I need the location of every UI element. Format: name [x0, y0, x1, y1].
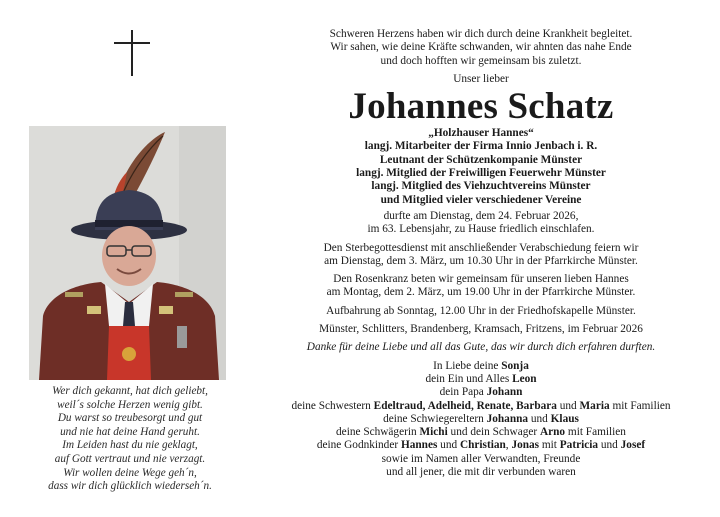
- intro-line: Wir sahen, wie deine Kräfte schwanden, wir ahnten das nahe Ende: [330, 41, 632, 54]
- mourner-line: [252, 360, 710, 373]
- thanks-line: Danke für deine Liebe und all das Gute, das wir durch dich erfahren durften.: [306, 341, 656, 354]
- intro-line: und doch hofften wir gemeinsam bis zuletzt.: [380, 54, 582, 67]
- portrait-photo: [29, 126, 226, 380]
- poem: [18, 385, 242, 494]
- mourner-text: und: [556, 399, 580, 412]
- obituary-text: [252, 28, 710, 479]
- funeral-line: am Dienstag, dem 3. März, um 10.30 Uhr in der Pfarrkirche Münster.: [324, 254, 638, 267]
- mourner-line: [252, 400, 710, 413]
- mourner-line: [252, 413, 710, 426]
- role-line: Leutnant der Schützenkompanie Münster: [379, 153, 583, 166]
- mourner-name: Hannes: [400, 439, 438, 452]
- intro-line: Schweren Herzens haben wir dich durch deine Krankheit begleitet.: [329, 28, 633, 40]
- mourner-name: Sonja: [501, 359, 529, 372]
- mourner-name: Leon: [512, 372, 537, 385]
- mourner-name: Patricia: [559, 439, 599, 452]
- portrait-illustration: [29, 126, 226, 380]
- obituary-card: [4, 4, 716, 509]
- laying-out-line: Aufbahrung ab Sonntag, 12.00 Uhr in der Friedhofskapelle Münster.: [326, 304, 636, 317]
- mourner-name: Klaus: [550, 412, 579, 425]
- funeral-line: Den Sterbegottesdienst mit anschließender Verabschiedung feiern wir: [323, 241, 639, 254]
- role-line: langj. Mitarbeiter der Firma Innio Jenbach i. R.: [364, 140, 598, 153]
- mourner-text: mit Familien: [609, 399, 671, 412]
- mourner-text: ,: [505, 439, 512, 452]
- mourner-text: deine Godnkinder: [316, 439, 401, 452]
- poem-line: Du warst so treubesorgt und gut: [57, 412, 203, 425]
- mourner-text: und: [437, 439, 460, 452]
- mourner-text: mit: [539, 439, 560, 452]
- mourner-text: und: [598, 439, 621, 452]
- mourner-text: deine Schwiegereltern: [383, 412, 487, 425]
- poem-line: Im Leiden hast du nie geklagt,: [62, 439, 198, 452]
- rosary-line: Den Rosenkranz beten wir gemeinsam für unseren lieben Hannes: [333, 273, 629, 286]
- mourner-name: Maria: [579, 399, 610, 412]
- death-line: im 63. Lebensjahr, zu Hause friedlich einschlafen.: [367, 223, 595, 236]
- mourner-name: Josef: [620, 439, 646, 452]
- mourner-line: [252, 386, 710, 399]
- role-line: langj. Mitglied der Freiwilligen Feuerwehr Münster: [356, 167, 606, 180]
- mourner-text: deine Schwägerin: [336, 426, 420, 439]
- poem-line: auf Gott vertraut und nie verzagt.: [54, 452, 206, 465]
- role-line: und Mitglied vieler verschiedener Vereine: [380, 193, 582, 206]
- mourner-text: dein Ein und Alles: [425, 372, 513, 385]
- mourner-name: Michi: [419, 426, 448, 439]
- mourner-name: Christian: [459, 439, 506, 452]
- poem-line: weil´s solche Herzen wenig gibt.: [57, 398, 203, 411]
- mourner-text: deine Schwestern: [291, 399, 374, 412]
- mourner-line: [252, 426, 710, 439]
- mourner-line: sowie im Namen aller Verwandten, Freunde: [381, 452, 581, 465]
- mourner-name: Jonas: [511, 439, 540, 452]
- cross-icon: [114, 30, 150, 76]
- mourner-name: Johann: [486, 386, 523, 399]
- mourner-text: und dein Schwager: [447, 426, 540, 439]
- deceased-name: Johannes Schatz: [348, 86, 614, 128]
- poem-line: Wir wollen deine Wege geh´n,: [63, 466, 197, 479]
- mourner-text: und: [528, 412, 551, 425]
- death-line: durfte am Dienstag, dem 24. Februar 2026,: [383, 209, 579, 222]
- unser-lieber: Unser lieber: [453, 72, 509, 85]
- rosary-line: am Montag, dem 2. März, um 19.00 Uhr in der Pfarrkirche Münster.: [326, 286, 636, 299]
- places-date-line: Münster, Schlitters, Brandenberg, Kramsach, Fritzens, im Februar 2026: [319, 323, 643, 336]
- mourner-line: [252, 439, 710, 452]
- mourner-name: Edeltraud, Adelheid, Renate, Barbara: [373, 399, 557, 412]
- role-line: langj. Mitglied des Viehzuchtvereins Münster: [371, 180, 591, 193]
- poem-line: und nie hat deine Hand geruht.: [60, 425, 200, 438]
- poem-line: Wer dich gekannt, hat dich geliebt,: [52, 385, 208, 397]
- poem-line: dass wir dich glücklich wiederseh´n.: [48, 480, 212, 493]
- mourner-line: [252, 373, 710, 386]
- mourner-text: In Liebe deine: [433, 359, 502, 372]
- mourner-name: Arno: [539, 426, 566, 439]
- mourner-text: mit Familien: [565, 426, 626, 439]
- mourner-text: dein Papa: [439, 386, 487, 399]
- mourner-line: und all jener, die mit dir verbunden waren: [386, 466, 576, 479]
- mourner-name: Johanna: [486, 412, 529, 425]
- nickname: „Holzhauser Hannes“: [428, 127, 534, 140]
